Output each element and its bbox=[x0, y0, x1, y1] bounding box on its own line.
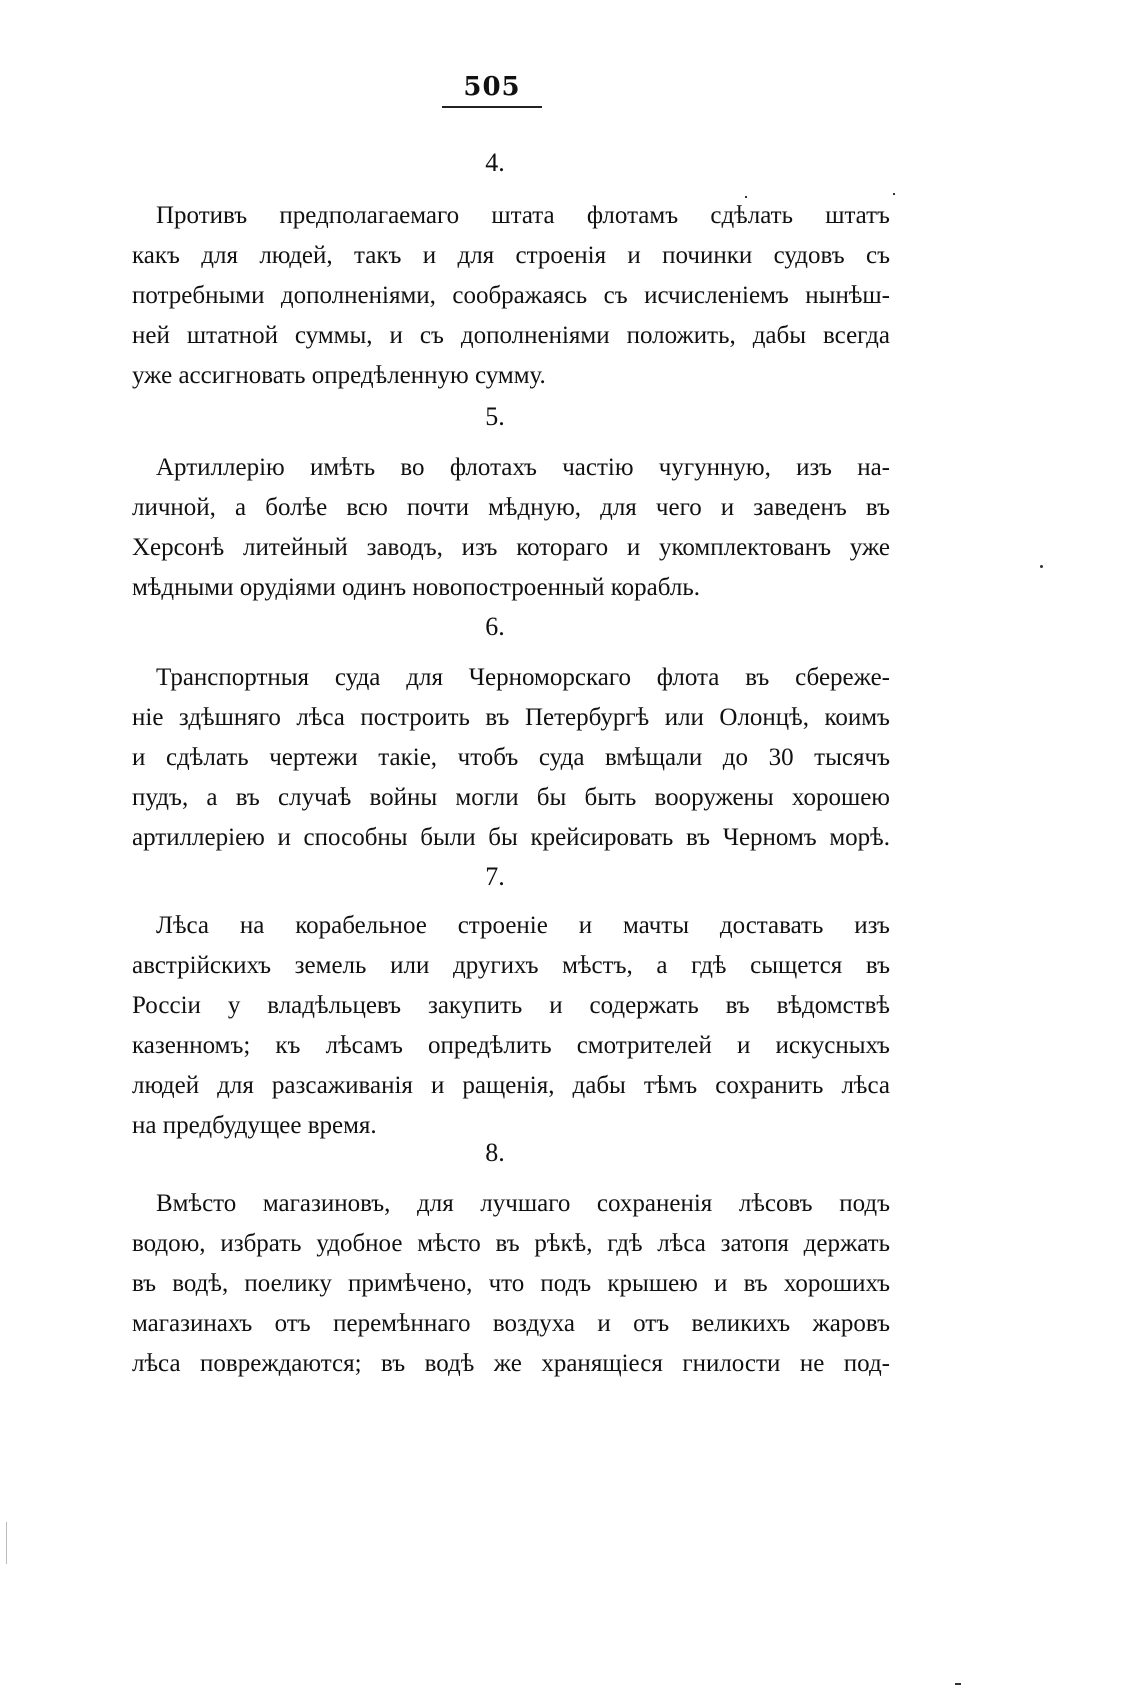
paragraph-line: мѣдными орудіями одинъ новопостроенный корабль. bbox=[132, 574, 701, 601]
section-number-4: 4. bbox=[485, 148, 505, 177]
paragraph-line: водою, избрать удобное мѣсто въ рѣкѣ, гдѣ лѣса затопя держать bbox=[132, 1230, 890, 1257]
paragraph-line: личной, а болѣе всю почти мѣдную, для чего и заведенъ въ bbox=[132, 494, 890, 521]
section-number-6: 6. bbox=[485, 612, 505, 641]
paragraph-line: на предбудущее время. bbox=[132, 1112, 377, 1139]
section-number-7: 7. bbox=[485, 862, 505, 891]
paragraph-line: казенномъ; къ лѣсамъ опредѣлить смотрителей и искусныхъ bbox=[132, 1032, 890, 1059]
page-number-rule bbox=[442, 106, 542, 108]
scan-speck bbox=[745, 196, 747, 198]
scan-edge-mark bbox=[6, 1522, 7, 1564]
paragraph-line: австрійскихъ земель или другихъ мѣстъ, а гдѣ сыщется въ bbox=[132, 952, 890, 979]
paragraph-line: Вмѣсто магазиновъ, для лучшаго сохраненія лѣсовъ подъ bbox=[156, 1190, 890, 1217]
paragraph-line: лѣса повреждаются; въ водѣ же хранящіеся гнилости не под- bbox=[132, 1350, 890, 1377]
paragraph-line: и сдѣлать чертежи такіе, чтобъ суда вмѣщали до 30 тысячъ bbox=[132, 744, 890, 771]
paragraph-line: какъ для людей, такъ и для строенія и починки судовъ съ bbox=[132, 242, 890, 269]
paragraph-line: потребными дополненіями, соображаясь съ исчисленіемъ нынѣш- bbox=[132, 282, 890, 309]
paragraph-line: артиллеріею и способны были бы крейсировать въ Черномъ морѣ. bbox=[132, 824, 890, 851]
section-paragraph-5 bbox=[132, 448, 890, 608]
scan-speck bbox=[955, 1683, 961, 1685]
scan-speck bbox=[893, 193, 895, 195]
scan-speck bbox=[1040, 565, 1043, 568]
section-number-8: 8. bbox=[485, 1138, 505, 1167]
paragraph-line: Лѣса на корабельное строеніе и мачты доставать изъ bbox=[156, 912, 890, 939]
paragraph-line: въ водѣ, поелику примѣчено, что подъ крышею и въ хорошихъ bbox=[132, 1270, 890, 1297]
section-paragraph-7 bbox=[132, 906, 890, 1146]
paragraph-line: Россіи у владѣльцевъ закупить и содержать въ вѣдомствѣ bbox=[132, 992, 890, 1019]
paragraph-line: Транспортныя суда для Черноморскаго флота въ сбереже- bbox=[156, 664, 890, 691]
paragraph-line: уже ассигновать опредѣленную сумму. bbox=[132, 362, 546, 389]
section-paragraph-6 bbox=[132, 658, 890, 858]
paragraph-line: Противъ предполагаемаго штата флотамъ сдѣлать штатъ bbox=[156, 202, 890, 229]
section-number-5: 5. bbox=[485, 402, 505, 431]
page-number: 505 bbox=[463, 72, 521, 102]
paragraph-line: Херсонѣ литейный заводъ, изъ котораго и укомплектованъ уже bbox=[132, 534, 890, 561]
section-paragraph-4 bbox=[132, 196, 890, 396]
paragraph-line: ней штатной суммы, и съ дополненіями положить, дабы всегда bbox=[132, 322, 890, 349]
paragraph-line: людей для разсаживанія и ращенія, дабы тѣмъ сохранить лѣса bbox=[132, 1072, 890, 1099]
paragraph-line: ніе здѣшняго лѣса построить въ Петербургѣ или Олонцѣ, коимъ bbox=[132, 704, 890, 731]
paragraph-line: пудъ, а въ случаѣ войны могли бы быть вооружены хорошею bbox=[132, 784, 890, 811]
paragraph-line: Артиллерію имѣть во флотахъ частію чугунную, изъ на- bbox=[156, 454, 890, 481]
paragraph-line: магазинахъ отъ перемѣннаго воздуха и отъ великихъ жаровъ bbox=[132, 1310, 890, 1337]
section-paragraph-8 bbox=[132, 1184, 890, 1384]
